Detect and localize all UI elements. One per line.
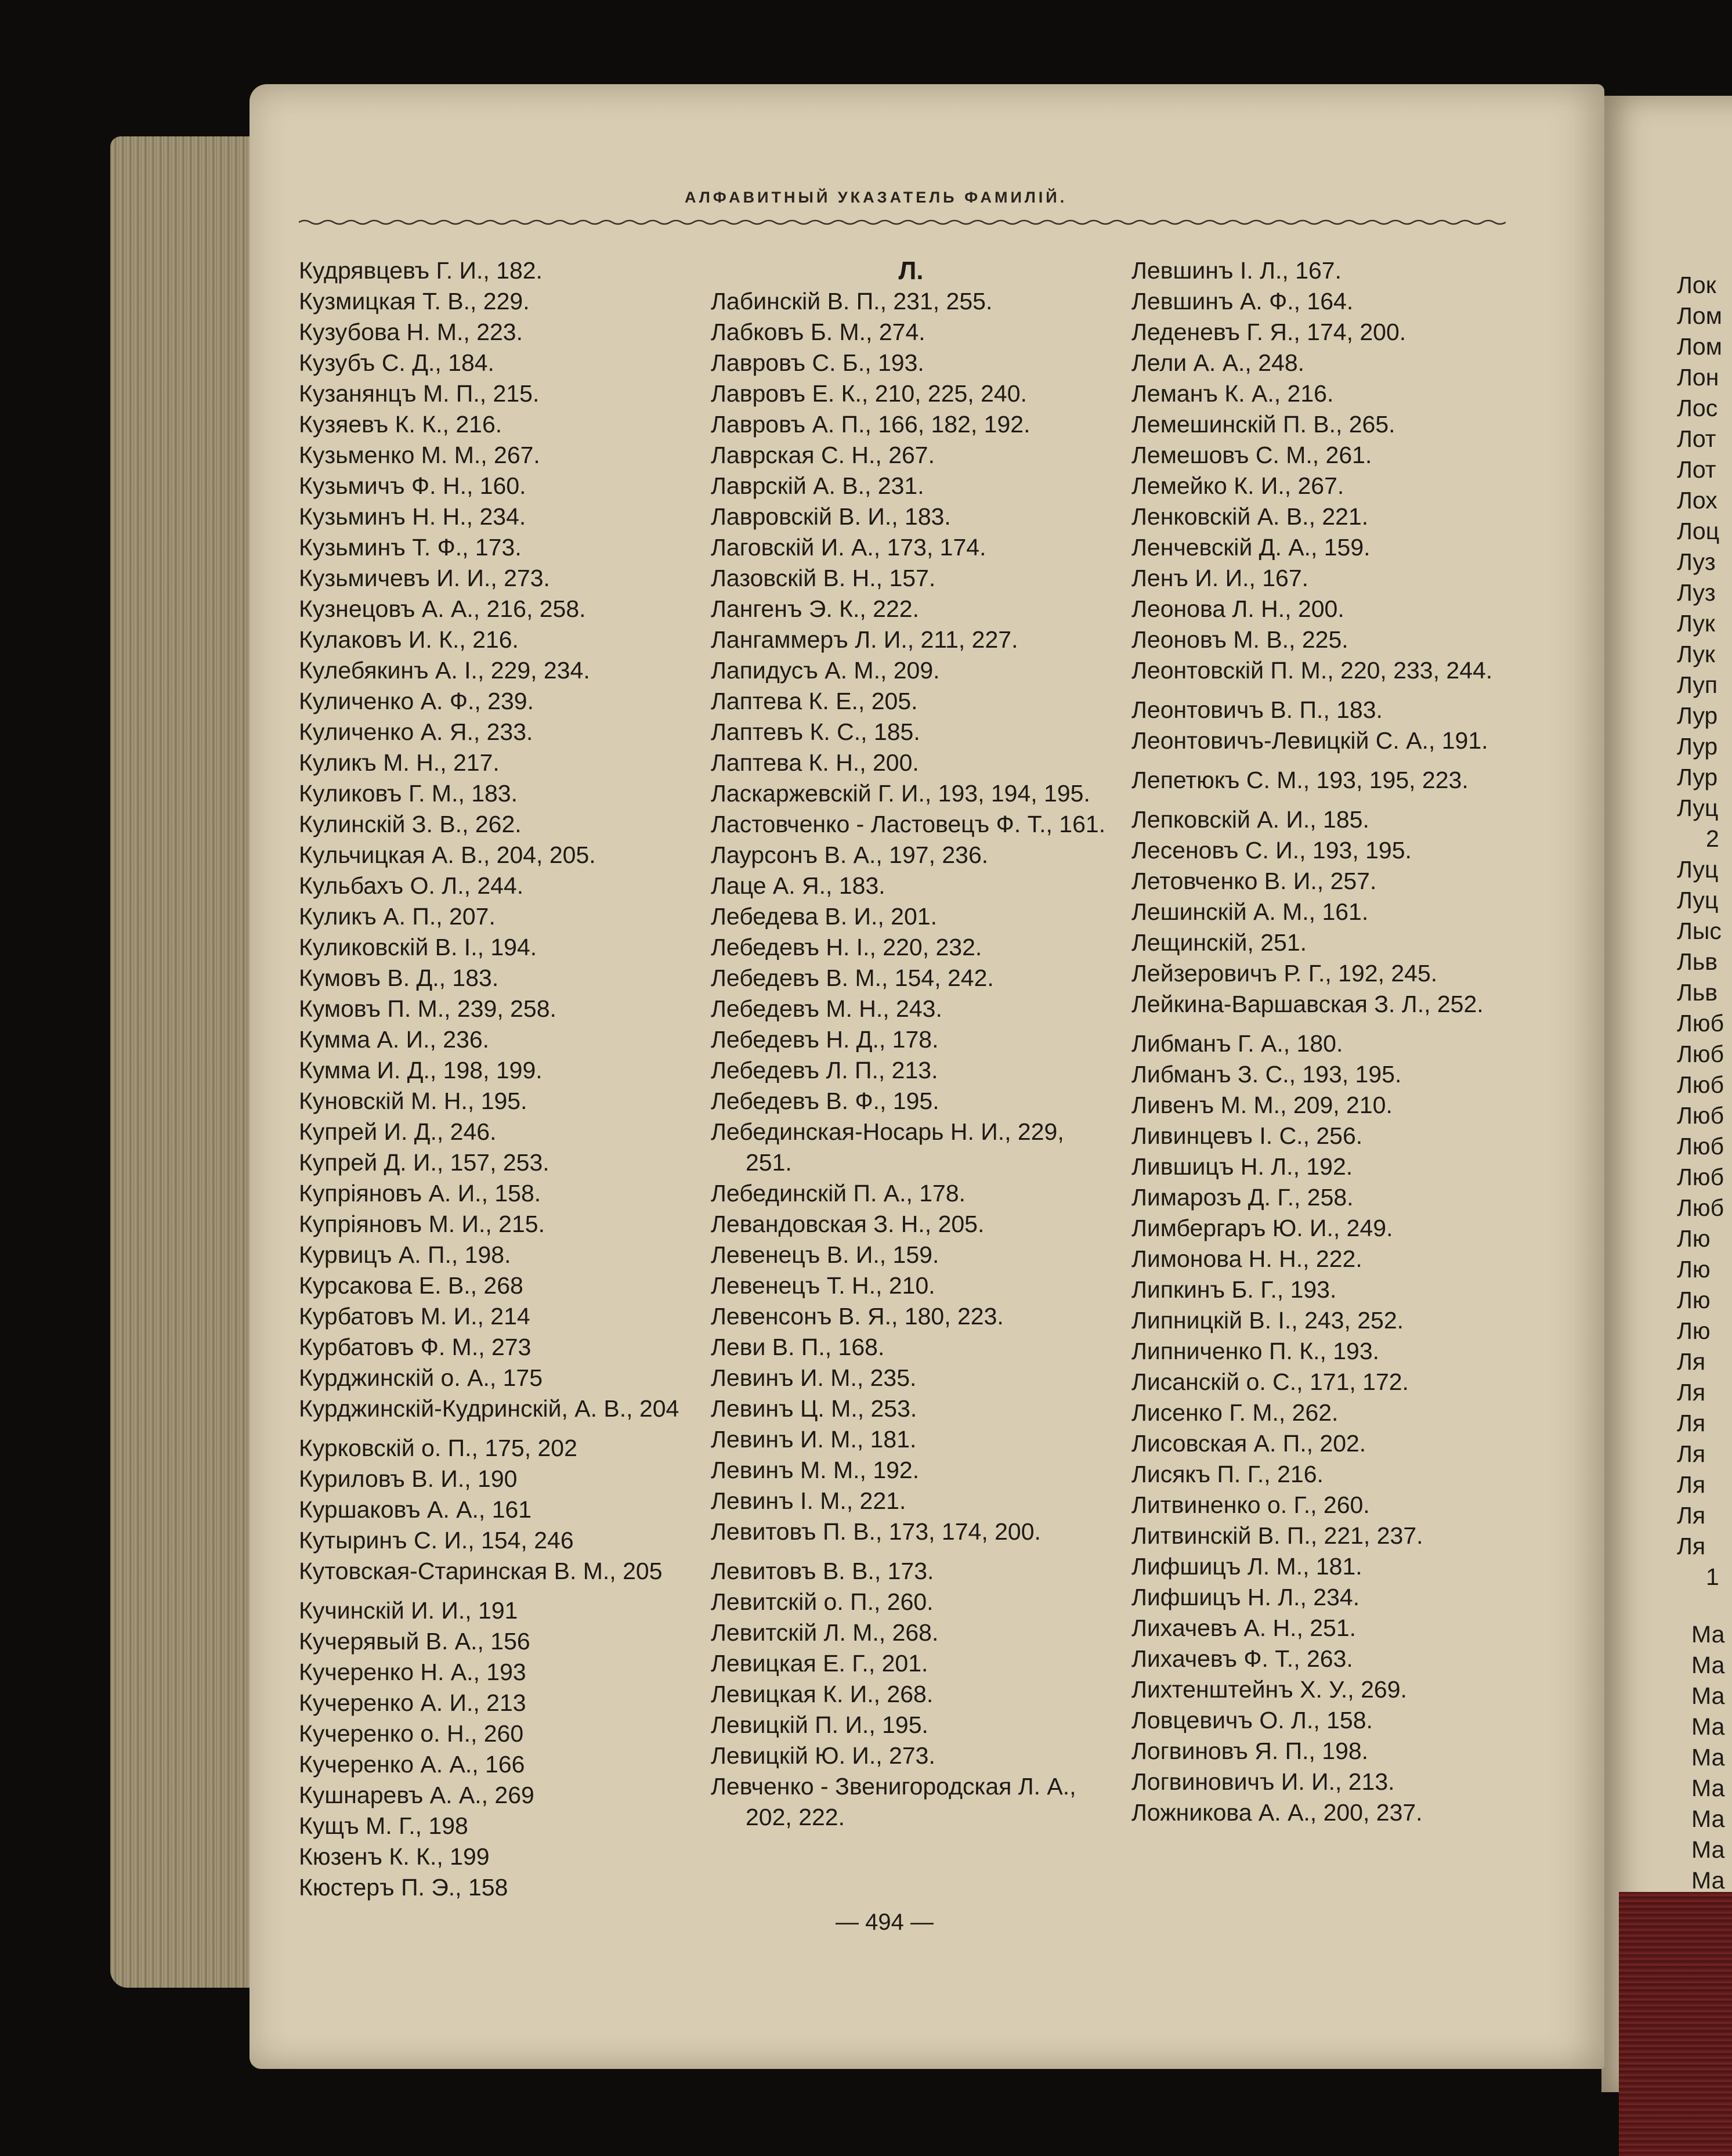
index-entry: Лавровъ А. П., 166, 182, 192. (711, 411, 1030, 438)
index-entry: Лебедевъ Л. П., 213. (711, 1057, 938, 1084)
index-entry: Лесеновъ С. И., 193, 195. (1131, 837, 1412, 864)
index-entry: Кюстеръ П. Э., 158 (299, 1874, 508, 1901)
facing-entry-fragment: Ма (1691, 1744, 1725, 1771)
facing-entry-fragment: Люб (1677, 1102, 1724, 1129)
facing-entry-fragment: 2 (1706, 825, 1719, 852)
index-entry: Лемейко К. И., 267. (1131, 472, 1344, 499)
facing-entry-fragment: Лю (1677, 1287, 1711, 1313)
index-entry: Логвиновичъ И. И., 213. (1131, 1768, 1395, 1795)
facing-entry-fragment: Ма (1691, 1682, 1725, 1709)
facing-entry-fragment: Люб (1677, 1041, 1724, 1067)
index-entry: Кюзенъ К. К., 199 (299, 1843, 490, 1870)
index-entry: Лаптевъ К. С., 185. (711, 718, 920, 745)
index-entry: Левенецъ В. И., 159. (711, 1241, 939, 1268)
index-entry: Литвинскій В. П., 221, 237. (1131, 1522, 1423, 1549)
facing-entry-fragment: Люб (1677, 1133, 1724, 1160)
index-entry: Лихачевъ А. Н., 251. (1131, 1615, 1357, 1641)
index-entry: Лисенко Г. М., 262. (1131, 1399, 1339, 1426)
index-entry: Кумовъ П. М., 239, 258. (299, 995, 556, 1022)
index-entry: Лазовскій В. Н., 157. (711, 565, 936, 591)
index-entry: Кучерявый В. А., 156 (299, 1628, 530, 1655)
index-entry: Леви В. П., 168. (711, 1334, 885, 1360)
index-entry: Лещинскій, 251. (1131, 929, 1307, 956)
index-entry: Куликъ М. Н., 217. (299, 749, 500, 776)
facing-entry-fragment: Лю (1677, 1317, 1711, 1344)
facing-entry-fragment: Льв (1677, 979, 1718, 1006)
index-entry: Лабинскій В. П., 231, 255. (711, 288, 993, 315)
page-block-edge (110, 136, 267, 1988)
index-column-2 (711, 255, 1111, 1833)
index-entry: Кулебякинъ А. І., 229, 234. (299, 657, 590, 684)
facing-entry-fragment: Лоц (1677, 518, 1720, 544)
index-entry: Куличенко А. Ф., 239. (299, 688, 534, 714)
index-entry: Ленчевскій Д. А., 159. (1131, 534, 1371, 561)
index-entry: Лисовская А. П., 202. (1131, 1430, 1366, 1457)
facing-entry-fragment: Ма (1691, 1775, 1725, 1801)
facing-entry-fragment: Ля (1677, 1502, 1706, 1529)
index-entry: Левитскій Л. М., 268. (711, 1619, 939, 1646)
index-column-3 (1131, 255, 1526, 1828)
index-entry: Кулаковъ И. К., 216. (299, 626, 519, 653)
index-entry: Кулинскій З. В., 262. (299, 811, 522, 837)
index-entry: Леоновъ М. В., 225. (1131, 626, 1348, 653)
index-entry: Левшинъ І. Л., 167. (1131, 257, 1342, 284)
index-entry: Кучинскій И. И., 191 (299, 1597, 518, 1624)
index-entry: Левитскій о. П., 260. (711, 1588, 934, 1615)
index-entry: Кумма А. И., 236. (299, 1026, 490, 1053)
index-entry: Левандовская З. Н., 205. (711, 1211, 985, 1237)
index-entry: Куликовскій В. І., 194. (299, 934, 537, 960)
index-entry: Курбатовъ Ф. М., 273 (299, 1334, 531, 1360)
index-entry: Лифшицъ Л. М., 181. (1131, 1553, 1362, 1580)
index-entry: Лабковъ Б. М., 274. (711, 319, 925, 345)
facing-entry-fragment: Лур (1677, 764, 1718, 790)
index-entry: Кузубова Н. М., 223. (299, 319, 523, 345)
facing-entry-fragment: Ля (1677, 1471, 1706, 1498)
facing-entry-fragment: Лот (1677, 425, 1716, 452)
index-entry: Лейзеровичъ Р. Г., 192, 245. (1131, 960, 1438, 987)
index-entry: Лебедевъ Н. Д., 178. (711, 1026, 939, 1053)
facing-entry-fragment: Лю (1677, 1256, 1711, 1283)
index-entry: Лешинскій А. М., 161. (1131, 898, 1369, 925)
index-entry: Лемешинскій П. В., 265. (1131, 411, 1395, 438)
index-entry: Лебедевъ Н. І., 220, 232. (711, 934, 982, 960)
facing-entry-fragment: Луз (1677, 579, 1716, 606)
index-entry: Лаптева К. Е., 205. (711, 688, 918, 714)
facing-entry-fragment: Ля (1677, 1410, 1706, 1436)
index-entry: Кумовъ В. Д., 183. (299, 965, 499, 991)
index-entry: Кучеренко А. А., 166 (299, 1751, 525, 1778)
facing-entry-fragment: Лыс (1677, 918, 1722, 944)
index-entry: Левинъ И. М., 181. (711, 1426, 917, 1453)
index-entry: Лепетюкъ С. М., 193, 195, 223. (1131, 767, 1469, 793)
index-entry: Левитовъ П. В., 173, 174, 200. (711, 1518, 1041, 1545)
facing-page-column-fragments-lower (1691, 1619, 1732, 1896)
facing-entry-fragment: Лох (1677, 487, 1717, 514)
index-entry: Левинъ И. М., 235. (711, 1364, 917, 1391)
facing-entry-fragment: Лю (1677, 1225, 1711, 1252)
facing-entry-fragment: Ма (1691, 1713, 1725, 1740)
facing-entry-fragment: Луц (1677, 794, 1719, 821)
index-entry: Лихтенштейнъ Х. У., 269. (1131, 1676, 1407, 1703)
index-entry: Ливенъ М. М., 209, 210. (1131, 1092, 1393, 1118)
facing-entry-fragment: Люб (1677, 1164, 1724, 1190)
index-entry: Леонтовичъ-Левицкій С. А., 191. (1131, 727, 1488, 754)
index-entry: Лебединскій П. А., 178. (711, 1180, 966, 1207)
index-entry: Ливинцевъ І. С., 256. (1131, 1122, 1363, 1149)
facing-entry-fragment: Лом (1677, 333, 1722, 360)
index-entry: Купрей Д. И., 157, 253. (299, 1149, 549, 1176)
index-entry: Лившицъ Н. Л., 192. (1131, 1153, 1353, 1180)
index-entry: Лангенъ Э. К., 222. (711, 595, 919, 622)
index-entry: Куновскій М. Н., 195. (299, 1088, 527, 1114)
index-entry: Кузьмичевъ И. И., 273. (299, 565, 550, 591)
index-entry: Кушнаревъ А. А., 269 (299, 1782, 534, 1808)
index-entry: Кузмицкая Т. В., 229. (299, 288, 530, 315)
index-entry: Кущъ М. Г., 198 (299, 1812, 468, 1839)
index-entry: Курсакова Е. В., 268 (299, 1272, 523, 1299)
index-entry: Липкинъ Б. Г., 193. (1131, 1276, 1337, 1303)
facing-entry-fragment: Луп (1677, 671, 1718, 698)
index-entry: Либманъ Г. А., 180. (1131, 1030, 1343, 1057)
index-entry: Лепковскій А. И., 185. (1131, 806, 1369, 833)
facing-entry-fragment: Лур (1677, 733, 1718, 760)
index-entry: Леманъ К. А., 216. (1131, 380, 1334, 407)
index-entry: Ластовченко - Ластовецъ Ф. Т., 161. (711, 811, 1106, 837)
facing-entry-fragment: Луц (1677, 887, 1719, 913)
facing-entry-fragment: Ма (1691, 1805, 1725, 1832)
index-entry: Купріяновъ М. И., 215. (299, 1211, 545, 1237)
facing-entry-fragment: Лук (1677, 610, 1715, 637)
index-entry: Левенсонъ В. Я., 180, 223. (711, 1303, 1004, 1330)
index-entry: Лаврская С. Н., 267. (711, 442, 935, 468)
index-entry: Лели А. А., 248. (1131, 349, 1305, 376)
index-entry: Лавровъ С. Б., 193. (711, 349, 924, 376)
running-header: АЛФАВИТНЫЙ УКАЗАТЕЛЬ ФАМИЛІЙ. (685, 189, 1068, 206)
facing-entry-fragment: Люб (1677, 1071, 1724, 1098)
facing-entry-fragment: Льв (1677, 948, 1718, 975)
facing-entry-fragment: Лот (1677, 456, 1716, 483)
facing-entry-fragment: Ля (1677, 1348, 1706, 1375)
index-entry: Лимбергаръ Ю. И., 249. (1131, 1215, 1393, 1241)
index-entry: Кучеренко о. Н., 260 (299, 1720, 524, 1747)
facing-page-column-fragments (1677, 270, 1732, 1592)
index-entry: Купрей И. Д., 246. (299, 1118, 497, 1145)
index-entry: Литвиненко о. Г., 260. (1131, 1491, 1370, 1518)
facing-entry-fragment: Ля (1677, 1440, 1706, 1467)
index-entry: Лисанскій о. С., 171, 172. (1131, 1368, 1409, 1395)
index-entry: Липниченко П. К., 193. (1131, 1338, 1380, 1364)
index-entry: Лаптева К. Н., 200. (711, 749, 919, 776)
facing-entry-fragment: Лок (1677, 272, 1716, 298)
facing-entry-fragment: Ма (1691, 1867, 1725, 1894)
index-entry: Кузьменко М. М., 267. (299, 442, 540, 468)
index-entry: Лимарозъ Д. Г., 258. (1131, 1184, 1354, 1211)
index-entry: Купріяновъ А. И., 158. (299, 1180, 541, 1207)
header-rule (299, 219, 1506, 226)
index-entry: Лаврскій А. В., 231. (711, 472, 924, 499)
facing-entry-fragment: Ма (1691, 1652, 1725, 1678)
page-number: — 494 — (836, 1909, 934, 1935)
index-entry: Лебединская-Носарь Н. И., 229, 251. (711, 1118, 1064, 1176)
facing-entry-fragment: Ля (1677, 1533, 1706, 1559)
facing-entry-fragment: Лом (1677, 302, 1722, 329)
index-entry: Лавровъ Е. К., 210, 225, 240. (711, 380, 1027, 407)
index-entry: Кузьминъ Н. Н., 234. (299, 503, 526, 530)
index-entry: Кузьминъ Т. Ф., 173. (299, 534, 522, 561)
index-entry: Левинъ Ц. М., 253. (711, 1395, 917, 1422)
index-entry: Левицкая К. И., 268. (711, 1681, 934, 1707)
index-entry: Лимонова Н. Н., 222. (1131, 1245, 1362, 1272)
index-entry: Курвицъ А. П., 198. (299, 1241, 511, 1268)
facing-entry-fragment: Лук (1677, 641, 1715, 667)
index-entry: Левинъ М. М., 192. (711, 1457, 920, 1483)
index-entry: Летовченко В. И., 257. (1131, 868, 1377, 894)
facing-entry-fragment: Луц (1677, 856, 1719, 883)
facing-entry-fragment: Люб (1677, 1194, 1724, 1221)
index-entry: Лейкина-Варшавская З. Л., 252. (1131, 991, 1484, 1017)
index-entry: Кузьмичъ Ф. Н., 160. (299, 472, 526, 499)
index-entry: Либманъ З. С., 193, 195. (1131, 1061, 1402, 1088)
index-entry: Куриловъ В. И., 190 (299, 1465, 518, 1492)
index-entry: Лебедевъ В. М., 154, 242. (711, 965, 994, 991)
index-entry: Левинъ І. М., 221. (711, 1487, 906, 1514)
index-entry: Лебедева В. И., 201. (711, 903, 937, 930)
index-entry: Куличенко А. Я., 233. (299, 718, 533, 745)
index-entry: Лавровскій В. И., 183. (711, 503, 951, 530)
index-entry: Ленъ И. И., 167. (1131, 565, 1309, 591)
index-entry: Лихачевъ Ф. Т., 263. (1131, 1645, 1353, 1672)
index-entry: Леонтовскій П. М., 220, 233, 244. (1131, 657, 1493, 684)
index-entry: Лангаммеръ Л. И., 211, 227. (711, 626, 1018, 653)
index-entry: Ласкаржевскій Г. И., 193, 194, 195. (711, 780, 1090, 807)
index-entry: Кучеренко А. И., 213 (299, 1689, 526, 1716)
index-entry: Лаурсонъ В. А., 197, 236. (711, 842, 989, 868)
index-column-1 (299, 255, 693, 1903)
facing-entry-fragment: Лон (1677, 364, 1719, 391)
index-entry: Куликъ А. П., 207. (299, 903, 496, 930)
index-entry: Кумма И. Д., 198, 199. (299, 1057, 543, 1084)
index-entry: Лаце А. Я., 183. (711, 872, 885, 899)
index-entry: Леденевъ Г. Я., 174, 200. (1131, 319, 1406, 345)
index-entry: Кузнецовъ А. А., 216, 258. (299, 595, 586, 622)
index-entry: Лемешовъ С. М., 261. (1131, 442, 1372, 468)
index-entry: Левицкій П. И., 195. (711, 1711, 928, 1738)
index-entry: Кульчицкая А. В., 204, 205. (299, 842, 596, 868)
index-entry: Левченко - Звенигородская Л. А., 202, 222. (711, 1773, 1076, 1830)
index-entry: Левенецъ Т. Н., 210. (711, 1272, 935, 1299)
index-entry: Леонова Л. Н., 200. (1131, 595, 1344, 622)
index-entry: Курбатовъ М. И., 214 (299, 1303, 530, 1330)
index-entry: Кузяевъ К. К., 216. (299, 411, 502, 438)
index-entry: Левицкая Е. Г., 201. (711, 1650, 928, 1677)
index-entry: Ленковскій А. В., 221. (1131, 503, 1369, 530)
index-entry: Лебедевъ В. Ф., 195. (711, 1088, 939, 1114)
index-entry: Лапидусъ А. М., 209. (711, 657, 940, 684)
index-entry: Кучеренко Н. А., 193 (299, 1659, 526, 1685)
facing-entry-fragment: Ма (1691, 1836, 1725, 1863)
index-entry: Левицкій Ю. И., 273. (711, 1742, 935, 1769)
facing-entry-fragment: Ма (1691, 1621, 1725, 1648)
index-entry: Кузанянцъ М. П., 215. (299, 380, 540, 407)
index-entry: Кутыринъ С. И., 154, 246 (299, 1527, 574, 1554)
index-entry: Ложникова А. А., 200, 237. (1131, 1799, 1423, 1826)
facing-entry-fragment: Луз (1677, 548, 1716, 575)
index-entry: Кутовская-Старинская В. М., 205 (299, 1558, 663, 1584)
index-entry: Куликовъ Г. М., 183. (299, 780, 518, 807)
facing-entry-fragment: Люб (1677, 1010, 1724, 1037)
index-entry: Курджинскій о. А., 175 (299, 1364, 543, 1391)
facing-entry-fragment: Лур (1677, 702, 1718, 729)
index-entry: Куршаковъ А. А., 161 (299, 1496, 532, 1523)
index-entry: Курджинскій-Кудринскій, А. В., 204 (299, 1395, 679, 1422)
index-entry: Левшинъ А. Ф., 164. (1131, 288, 1354, 315)
facing-entry-fragment: Лос (1677, 395, 1718, 421)
index-entry: Кузубъ С. Д., 184. (299, 349, 494, 376)
facing-entry-fragment: 1 (1706, 1563, 1719, 1590)
index-entry: Лаговскій И. А., 173, 174. (711, 534, 986, 561)
index-entry: Лифшицъ Н. Л., 234. (1131, 1584, 1360, 1610)
index-entry: Лебедевъ М. Н., 243. (711, 995, 942, 1022)
index-entry: Курковскій о. П., 175, 202 (299, 1435, 577, 1461)
facing-entry-fragment: Ля (1677, 1379, 1706, 1406)
index-entry: Кульбахъ О. Л., 244. (299, 872, 524, 899)
index-entry: Липницкій В. І., 243, 252. (1131, 1307, 1404, 1334)
book-cover-edge (1619, 1892, 1732, 2156)
index-entry: Леонтовичъ В. П., 183. (1131, 696, 1383, 723)
index-entry: Лисякъ П. Г., 216. (1131, 1461, 1324, 1487)
index-entry: Левитовъ В. В., 173. (711, 1558, 934, 1584)
index-entry: Кудрявцевъ Г. И., 182. (299, 257, 543, 284)
section-letter: Л. (898, 257, 924, 285)
index-entry: Ловцевичъ О. Л., 158. (1131, 1707, 1373, 1734)
index-entry: Логвиновъ Я. П., 198. (1131, 1738, 1369, 1764)
